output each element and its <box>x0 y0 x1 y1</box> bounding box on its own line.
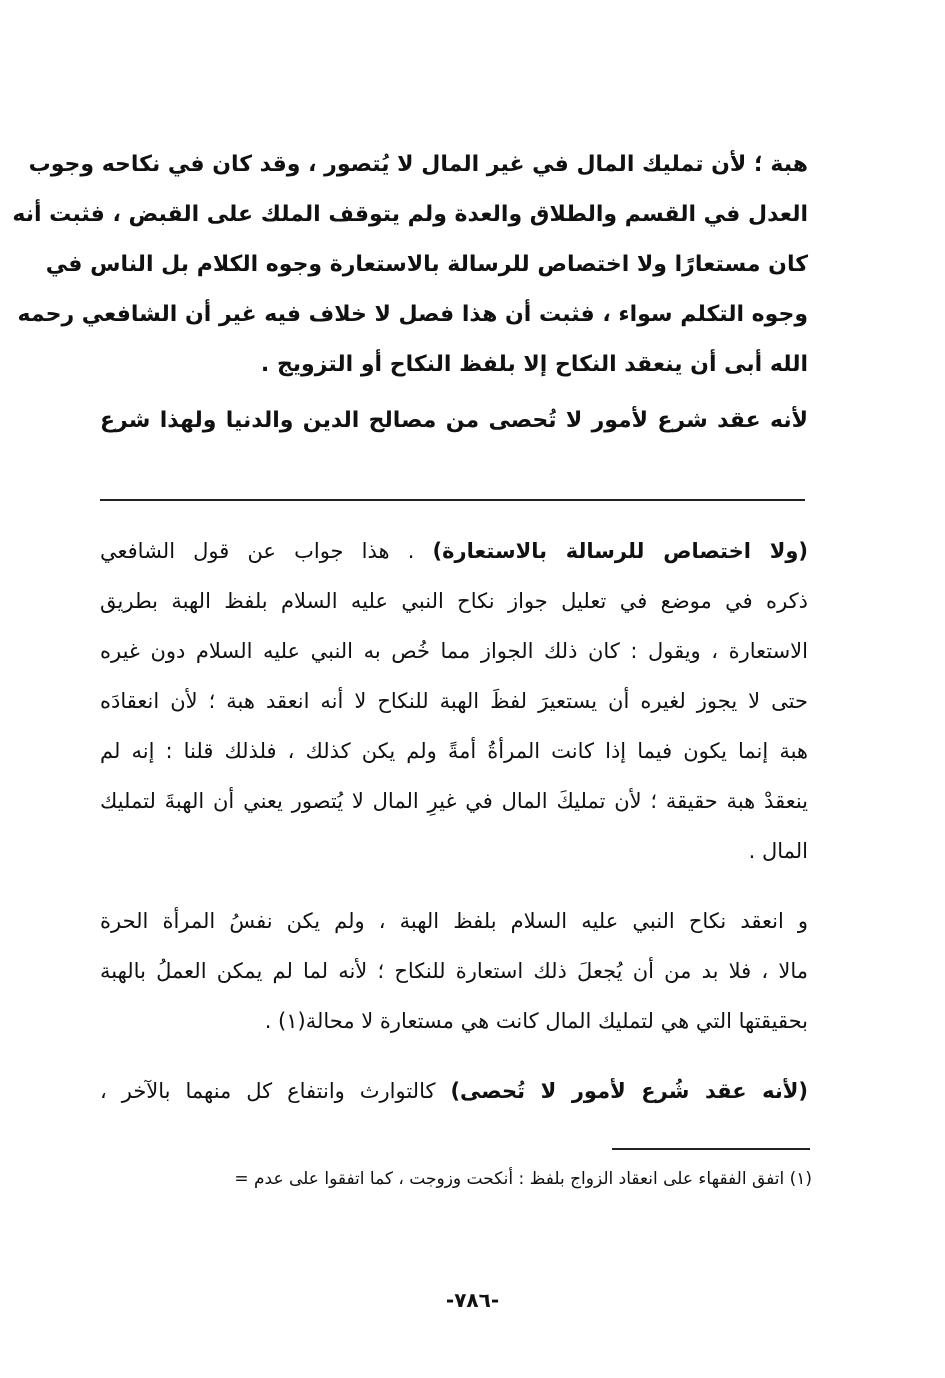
commentary-line: و انعقد نكاح النبي عليه السلام بلفظ الهبة ، ولم يكن نفسُ المرأة الحرة <box>100 909 808 933</box>
main-text <box>12 140 808 446</box>
main-text-line: لأنه عقد شرع لأمور لا تُحصى من مصالح الدين والدنيا ولهذا شرع <box>100 408 808 433</box>
main-text-line: كان مستعارًا ولا اختصاص للرسالة بالاستعارة وجوه الكلام بل الناس في <box>45 252 808 277</box>
commentary-line: بحقيقتها التي هي لتمليك المال كانت هي مستعارة لا محالة(١) . <box>264 1009 808 1033</box>
main-text-line: العدل في القسم والطلاق والعدة ولم يتوقف الملك على القبض ، فثبت أنه <box>12 202 808 227</box>
commentary-line: ذكره في موضع في تعليل جواز نكاح النبي عليه السلام بلفظ الهبة بطريق <box>100 589 808 613</box>
commentary-text: . هذا جواب عن قول الشافعي <box>100 539 433 563</box>
commentary-paragraph-1 <box>100 526 808 876</box>
commentary-line: الاستعارة ، ويقول : كان ذلك الجواز مما خُص به النبي عليه السلام دون غيره <box>100 639 808 663</box>
commentary-line: حتى لا يجوز لغيره أن يستعيرَ لفظَ الهبة للنكاح لا أنه انعقد هبة ؛ لأن انعقادَه <box>100 689 808 713</box>
main-text-line: الله أبى أن ينعقد النكاح إلا بلفظ النكاح أو التزويج . <box>260 352 808 377</box>
commentary-line: مالا ، فلا بد من أن يُجعلَ ذلك استعارة للنكاح ؛ لأنه لما لم يمكن العملُ بالهبة <box>100 959 808 983</box>
main-text-line: وجوه التكلم سواء ، فثبت أن هذا فصل لا خلاف فيه غير أن الشافعي رحمه <box>17 302 808 327</box>
main-text-line: هبة ؛ لأن تمليك المال في غير المال لا يُتصور ، وقد كان في نكاحه وجوب <box>28 152 808 177</box>
commentary-paragraph-3 <box>100 1066 808 1116</box>
page-number: -٧٨٦- <box>445 1288 500 1312</box>
quoted-matn: (ولا اختصاص للرسالة بالاستعارة) <box>432 539 809 563</box>
commentary-line <box>100 526 808 576</box>
commentary-text: كالتوارث وانتفاع كل منهما بالآخر ، <box>100 1079 451 1103</box>
commentary-line: المال . <box>748 839 808 863</box>
commentary-line <box>100 1066 808 1116</box>
commentary-line: ينعقدْ هبة حقيقة ؛ لأن تمليكَ المال في غيرِ المال لا يُتصور يعني أن الهبةَ لتمليك <box>100 789 808 813</box>
footnote-separator <box>612 1148 810 1150</box>
footnote: (١) اتفق الفقهاء على انعقاد الزواج بلفظ : أنكحت وزوجت ، كما اتفقوا على عدم = <box>234 1169 812 1189</box>
commentary-line: هبة إنما يكون فيما إذا كانت المرأةُ أمةً ولم يكن كذلك ، فلذلك قلنا : إنه لم <box>100 739 808 763</box>
quoted-matn: (لأنه عقد شُرع لأمور لا تُحصى) <box>450 1079 808 1103</box>
main-separator <box>100 499 805 501</box>
commentary-paragraph-2 <box>100 896 808 1046</box>
